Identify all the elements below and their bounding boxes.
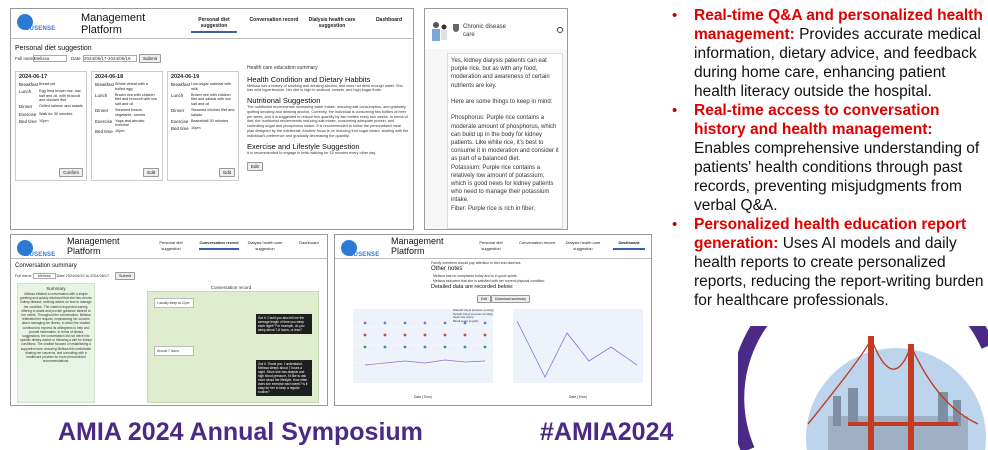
chart-legend: Diastolic blood pressure (mmHg) Systolic blood pressure (mmHg) Heart rate (bpm) Blood sugar (mg/dL) [453, 308, 494, 323]
top-nav [11, 9, 413, 39]
meal-value[interactable]: Yoga and aerobic exercise [115, 118, 145, 128]
summary-box [17, 283, 95, 403]
bullet-dot-icon: • [672, 7, 678, 24]
summary-text: Melissa initiated a conversation with a simple greeting and quickly disclosed that she has chronic kidney disease, seeking advice on how to manage her condition. The chatbot responded warmly, offering to assist and provide guidance tailored to her needs. Throughout the conversation, Melissa reiterated her request, emphasizing her concern about managing her illness, to which the chatbot continued to express its willingness to help and provide information. In terms of dietary suggestions, the conversation did not delve into specific dietary advice or following a diet for kidney conditions. The chatbot focused on establishing a supportive tone, ensuring Melissa felt comfortable sharing her concerns, and consulting with a healthcare provider for more personalized recommendations. [20, 292, 92, 364]
chat-message: Yes, kidney dialysis patients can eat purple rice, but as with any food, moderation and awareness of certain nutrients are key. Here are some things to keep in mind: Phosphorus: Purple rice contains a moderate amount of phosphorus, which can build up in the body for kidney patients. Like white rice, it's best to consume it in moderation and consider it as part of a balanced diet. Potassium: Purple rice contains a relatively low amount of potassium, which is good news for kidney patients who need to manage their potassium intake. Fiber: Purple rice is rich in fiber, [447, 53, 563, 229]
tab-dialysis[interactable]: Dialysis health care suggestion [565, 240, 601, 251]
trend-chart [505, 303, 649, 403]
edit-button[interactable]: Edit [477, 295, 491, 303]
meal-label: Dinner [95, 108, 109, 114]
edu-edit-button[interactable]: Edit [247, 162, 263, 171]
heart-rate-point [404, 346, 407, 349]
meal-value[interactable]: Basketball 30 minutes [191, 118, 229, 123]
meal-label: Dinner [171, 108, 185, 114]
meal-value[interactable]: 10pm [191, 125, 201, 130]
systolic-point [404, 334, 407, 337]
heart-rate-point [464, 346, 467, 349]
edu-heading-3: Exercise and Lifestyle Suggestion [247, 141, 360, 151]
chat-header [425, 9, 568, 49]
meal-value[interactable]: Walk for 30 minutes [39, 111, 73, 116]
day-date: 2024-06-18 [95, 74, 124, 80]
platform-title: Management Platform [391, 236, 444, 256]
dashboard-screenshot [334, 234, 652, 406]
diastolic-point [404, 322, 407, 325]
meal-label: Lunch [19, 89, 32, 95]
hashtag: #AMIA2024 [540, 418, 674, 446]
x-axis-label: Date (Time) [568, 395, 588, 399]
meal-value[interactable]: Brown rice with chicken filet and salads with low salt and oil [191, 92, 231, 106]
edu-text-2: The nutritionist recommends increasing water intake, reducing salt consumption, and gradually quitting smoking and drinking alcohol. Currently, the individual is consuming two bottles of beer per week, and it is suggested to reduce this quantity by two bottles every two weeks. In terms of diet, the nutritionist recommends reducing salt intake, consuming adequate protein, and controlling sugar and phosphorus intake. It is recommended to follow the personalized meal plan designed by the nutritionist. Another focus is on reducing fruit sugar intake, starting with the individual's preference and gradually decreasing the quantity. [247, 105, 409, 138]
day-card [91, 71, 163, 181]
bot-message: Got it. Could you also tell me the average length of time you sleep each night? For example, do you sleep about 7-8 hours, or less? [256, 314, 312, 334]
meal-label: Exercise [171, 118, 189, 124]
tab-conversation[interactable]: Conversation record [518, 240, 556, 245]
cusense-logo: CUSENSE [17, 239, 61, 261]
meal-label: Exercise [95, 118, 113, 124]
meal-value[interactable]: Grilled salmon and salads [39, 104, 83, 109]
tab-dialysis[interactable]: Dialysis health care suggestion [308, 17, 356, 29]
submit-button[interactable]: Submit [115, 272, 135, 280]
edu-text-1: Melissa has a history of smoking and drinking alcohol, and does not drink enough water. She has mild hypertension. Her diet is high in seafood, sweets, and high-sugar fruits. [247, 83, 403, 93]
heart-rate-point [444, 346, 447, 349]
meal-value[interactable]: Brown rice with chicken filet and broccoli with low salt and oil [115, 92, 157, 106]
edu-header: Health care education summary [247, 65, 318, 71]
edit-button[interactable]: Edit [143, 168, 159, 177]
heart-rate-point [364, 346, 367, 349]
other-note: Melissa has no complaints today and is in good spirits. [433, 274, 518, 278]
meal-label: Bed time [95, 129, 113, 135]
bullet-dot-icon: • [672, 216, 678, 233]
meal-value[interactable]: 10pm [115, 129, 125, 134]
meal-value[interactable]: Steamed chicken filet and salads [191, 108, 235, 117]
meal-value[interactable]: 10pm [39, 118, 49, 123]
edu-heading-2: Nutritional Suggestion [247, 96, 321, 106]
bullet-dot-icon: • [672, 102, 678, 119]
record-header: Conversation record [210, 285, 252, 290]
other-notes-header: Other notes [431, 266, 463, 272]
tab-dashboard[interactable]: Dashboard [613, 240, 645, 250]
systolic-point [484, 334, 487, 337]
meal-value[interactable]: Bread set [39, 82, 56, 87]
meal-label: Bed time [171, 125, 189, 131]
feature-bullets [672, 6, 984, 310]
edu-heading-1: Health Condition and Dietary Habbits [247, 74, 371, 84]
meal-label: Exercise [19, 111, 37, 117]
meal-value[interactable]: Whole wheat with a boiled egg [115, 82, 148, 91]
meal-label: Lunch [95, 92, 108, 98]
heart-rate-point [424, 346, 427, 349]
chat-title: Chronic disease care [463, 24, 507, 38]
edit-button[interactable]: Edit [219, 168, 235, 177]
x-axis-label: Date (Time) [413, 395, 433, 399]
user-message: I usually sleep at 11pm [154, 298, 194, 308]
meal-label: Breakfast [171, 82, 191, 88]
conversation-screenshot [10, 234, 328, 406]
day-card [167, 71, 239, 181]
tab-diet[interactable]: Personal diet suggestion [159, 240, 183, 251]
bullet-item: • Real-time Q&A and personalized health management: Provides accurate medical information, dietary advice, and feedback during home care, enhancing patient health literacy outside the hospital. [672, 7, 983, 100]
cusense-logo: CUSENSE [17, 13, 61, 35]
meal-value[interactable]: Steamed beans, vegetable, carrots [115, 108, 146, 117]
systolic-point [384, 334, 387, 337]
tab-dashboard[interactable]: Dashboard [299, 240, 319, 245]
tab-dialysis[interactable]: Dialysis health care suggestion [247, 240, 283, 251]
note-line: Family members should pay attention to diet and diarrhea. [431, 261, 522, 265]
top-nav [335, 235, 651, 259]
chat-screenshot [424, 8, 568, 230]
diastolic-point [364, 322, 367, 325]
submit-button[interactable]: Submit [139, 54, 161, 63]
detailed-header: Detailed data are recorded below: [431, 284, 514, 290]
other-note: Melissa indicated that she is satisfied with her current physical condition. [433, 279, 546, 283]
section-title: Conversation summary [15, 263, 77, 269]
meal-label: Breakfast [95, 82, 115, 88]
doctor-illustration-icon [429, 19, 449, 43]
section-title: Personal diet suggestion [15, 45, 92, 52]
edu-text-3: It is recommended to engage in brisk walking for 15 minutes every other day. [247, 150, 377, 155]
golden-gate-bridge-image [738, 326, 988, 450]
meal-value[interactable]: Low-sugar oatmeal with milk [191, 82, 232, 91]
symposium-title: AMIA 2024 Annual Symposium [58, 418, 423, 446]
diastolic-point [424, 322, 427, 325]
meal-label: Dinner [19, 104, 33, 110]
systolic-point [424, 334, 427, 337]
education-summary [247, 65, 409, 225]
date-label: Date [71, 56, 81, 61]
tab-diet[interactable]: Personal diet suggestion [191, 17, 237, 33]
confirm-button[interactable]: Confirm [59, 168, 83, 177]
day-card [15, 71, 87, 181]
day-date: 2024-06-19 [171, 74, 200, 80]
tab-dashboard[interactable]: Dashboard [375, 17, 403, 23]
cusense-logo: CUSENSE [341, 239, 385, 261]
heart-rate-point [484, 346, 487, 349]
search-icon[interactable] [557, 27, 563, 33]
date-input[interactable]: 2024/06/17-2024/06/19 [83, 55, 137, 62]
systolic-point [444, 334, 447, 337]
day-date: 2024-06-17 [19, 74, 48, 80]
record-box [147, 291, 319, 403]
bot-message: Got it. Thank you. I understand. Melissa sleeps about 7 hours a night. Since she has dialysis and high blood pressure, I'd like to ask more about her lifestyle. How often does she exercise each week? Is it easy for her to keep a regular routine? [256, 360, 312, 396]
systolic-point [464, 334, 467, 337]
platform-title: Management Platform [67, 236, 120, 256]
heart-rate-point [384, 346, 387, 349]
summary-header: Summary [46, 286, 66, 291]
top-nav [11, 235, 327, 259]
tab-conversation[interactable]: Conversation record [199, 240, 239, 250]
filter-row: Full name Melissa Date 2024/06/10 to 2024/06/17 [15, 274, 110, 278]
diastolic-point [444, 322, 447, 325]
shield-icon [453, 24, 459, 32]
tab-diet[interactable]: Personal diet suggestion [479, 240, 503, 251]
meal-value[interactable]: Egg fried brown rice, low salt and oil, with broccoli and chicken filet [39, 89, 81, 103]
bullet-item: • Real-time access to conversation history and health management: Enables comprehensive understanding of patients' health conditions through past records, preventing misjudgments from verbal Q&A. [672, 102, 980, 214]
download-summary-button[interactable]: Download summary [491, 295, 530, 303]
platform-title: Management Platform [81, 12, 146, 36]
meal-label: Bed time [19, 118, 37, 124]
full-name-label: Full name [15, 56, 35, 61]
full-name-input[interactable]: Melissa [33, 55, 67, 62]
systolic-point [364, 334, 367, 337]
meal-label: Lunch [171, 92, 184, 98]
diet-screenshot [10, 8, 414, 230]
diastolic-point [384, 322, 387, 325]
bullet-item: • Personalized health education report generation: Uses AI models and daily health reports to create personalized reports, reducing the report-writing burden for healthcare professionals. [672, 216, 984, 309]
meal-label: Breakfast [19, 82, 39, 88]
tab-conversation[interactable]: Conversation record [249, 17, 299, 23]
user-message: Around 7 hours [154, 346, 194, 356]
